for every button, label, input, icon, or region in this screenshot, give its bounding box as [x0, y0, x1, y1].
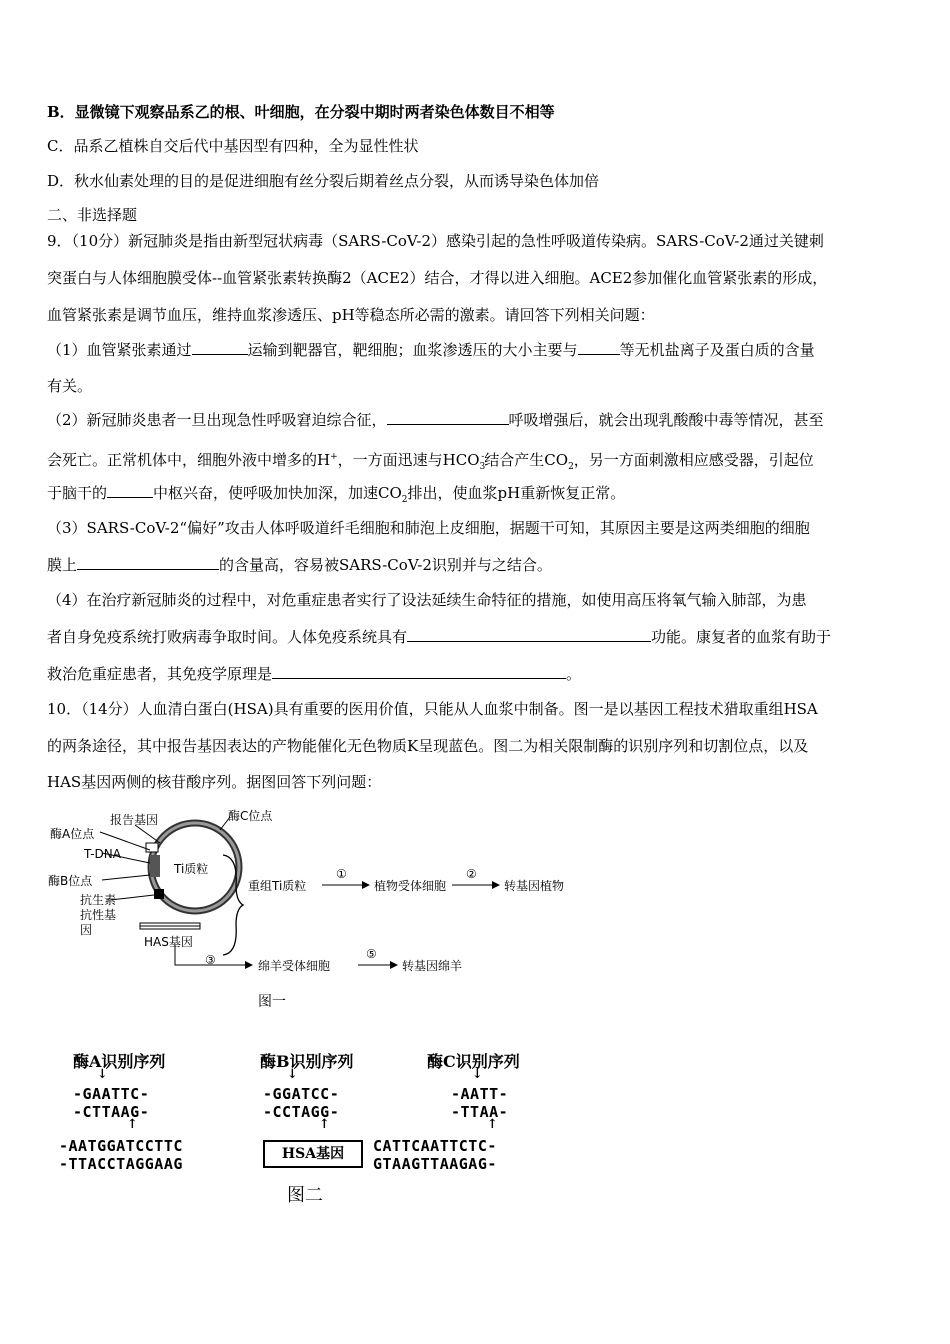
enzyme-b-seq-bottom: -CCTAGG- — [263, 1103, 340, 1121]
hsa-gene-box — [263, 1140, 363, 1168]
figure-1 — [40, 805, 580, 1015]
pointer-line — [102, 875, 150, 880]
answer-blank[interactable] — [407, 627, 651, 642]
q9-part1-cont: 有关。 — [47, 377, 93, 395]
q9-part2-line2: 会死亡。正常机体中，细胞外液中增多的H+，一方面迅速与$HCO_3^-$结合产生$CO_2$，另一方面刺激相应感受器，引起位 — [47, 451, 814, 472]
label-transgenic-sheep: 转基因绵羊 — [402, 959, 463, 973]
step-5: ⑤ — [366, 947, 377, 961]
down-arrow-icon: ↓ — [97, 1067, 108, 1082]
option-c: C．品系乙植株自交后代中基因型有四种，全为显性性状 — [47, 137, 419, 155]
label-transgenic-plant: 转基因植物 — [504, 879, 565, 893]
tdna-segment — [150, 855, 160, 877]
arrowhead — [362, 881, 370, 889]
right-flank-bottom: GTAAGTTAAGAG- — [373, 1155, 497, 1173]
q9-line1: 9．（10分）新冠肺炎是指由新型冠状病毒（SARS-CoV-2）感染引起的急性呼吸道传染病。SARS-CoV-2通过关键刺 — [47, 232, 824, 250]
report-gene-segment — [146, 843, 158, 852]
step-2: ② — [466, 867, 477, 881]
right-flank-top: CATTCAATTCTC- — [373, 1137, 497, 1155]
label-has-gene: HAS基因 — [144, 935, 193, 949]
figure-2-caption: 图二 — [287, 1185, 323, 1206]
up-arrow-icon: ↑ — [319, 1117, 330, 1132]
down-arrow-icon: ↓ — [287, 1067, 298, 1082]
answer-blank[interactable] — [107, 483, 153, 498]
label-report-gene: 报告基因 — [110, 813, 159, 827]
resistance-segment — [154, 889, 164, 899]
q9-line3: 血管紧张素是调节血压，维持血浆渗透压、pH等稳态所必需的激素。请回答下列相关问题： — [47, 306, 655, 324]
enzyme-a-seq-bottom: -CTTAAG- — [73, 1103, 150, 1121]
arrowhead — [245, 961, 253, 969]
q9-part2: （2）新冠肺炎患者一旦出现急性呼吸窘迫综合征， 呼吸增强后，就会出现乳酸酸中毒等情况，甚至 — [47, 411, 824, 429]
enzyme-c-seq-bottom: -TTAA- — [451, 1103, 509, 1121]
down-arrow-icon: ↓ — [472, 1067, 483, 1082]
label-plant-cell: 植物受体细胞 — [374, 879, 447, 893]
figure-1-drawing — [40, 805, 580, 1015]
q9-line2: 突蛋白与人体细胞膜受体--血管紧张素转换酶2（ACE2）结合，才得以进入细胞。ACE2参加催化血管紧张素的形成， — [47, 269, 828, 287]
arrowhead — [492, 881, 500, 889]
answer-blank[interactable] — [272, 664, 566, 679]
label-sheep-cell: 绵羊受体细胞 — [258, 959, 331, 973]
label-enzyme-c-site: 酶C位点 — [228, 809, 273, 823]
up-arrow-icon: ↑ — [127, 1117, 138, 1132]
q10-line2: 的两条途径，其中报告基因表达的产物能催化无色物质K呈现蓝色。图二为相关限制酶的识别序列和切割位点，以及 — [47, 737, 809, 755]
enzyme-a-title: 酶A识别序列 — [73, 1052, 166, 1071]
left-flank-bottom: -TTACCTAGGAAG — [59, 1155, 183, 1173]
label-recomb-plasmid: 重组Ti质粒 — [248, 879, 307, 893]
up-arrow-icon: ↑ — [487, 1117, 498, 1132]
figure-2 — [55, 1045, 585, 1205]
q10-line3: HAS基因两侧的核苷酸序列。据图回答下列问题： — [47, 773, 382, 791]
figure-1-caption: 图一 — [258, 994, 286, 1010]
q9-part4-line3: 救治危重症患者，其免疫学原理是 。 — [47, 665, 582, 683]
answer-blank[interactable] — [77, 555, 219, 570]
left-flank-top: -AATGGATCCTTC — [59, 1137, 183, 1155]
q10-line1: 10．（14分）人血清白蛋白(HSA)具有重要的医用价值，只能从人血浆中制备。图一是以基因工程技术猎取重组HSA — [47, 700, 818, 718]
section-title: 二、非选择题 — [47, 206, 138, 224]
enzyme-b-title: 酶B识别序列 — [260, 1052, 354, 1071]
label-enzyme-a-site: 酶A位点 — [50, 827, 95, 841]
enzyme-c-title: 酶C识别序列 — [427, 1052, 520, 1071]
answer-blank[interactable] — [578, 340, 620, 355]
enzyme-b-seq-top: -GGATCC- — [263, 1085, 340, 1103]
answer-blank[interactable] — [387, 410, 509, 425]
enzyme-c-seq-top: -AATT- — [451, 1085, 509, 1103]
q9-part1: （1）血管紧张素通过 运输到靶器官，靶细胞；血浆渗透压的大小主要与 等无机盐离子及蛋白质的含量 — [47, 341, 815, 359]
option-b: B．显微镜下观察品系乙的根、叶细胞，在分裂中期时两者染色体数目不相等 — [47, 103, 555, 121]
q9-part3: （3）SARS-CoV-2“偏好”攻击人体呼吸道纤毛细胞和肺泡上皮细胞，据题干可知，其原因主要是这两类细胞的细胞 — [47, 519, 810, 537]
enzyme-a-seq-top: -GAATTC- — [73, 1085, 150, 1103]
step-3: ③ — [205, 953, 216, 967]
label-tdna: T-DNA — [84, 847, 121, 861]
label-plasmid: Ti质粒 — [174, 862, 209, 876]
q9-part2-line3: 于脑干的 中枢兴奋，使呼吸加快加深，加速$CO_2$排出，使血浆pH重新恢复正常。 — [47, 484, 626, 505]
q9-part3-line2: 膜上 的含量高，容易被SARS-CoV-2识别并与之结合。 — [47, 556, 552, 574]
arrowhead — [390, 961, 398, 969]
label-enzyme-b-site: 酶B位点 — [48, 874, 93, 888]
hsa-gene-label: HSA基因 — [281, 1146, 345, 1162]
step-1: ① — [336, 867, 347, 881]
option-d: D．秋水仙素处理的目的是促进细胞有丝分裂后期着丝点分裂，从而诱导染色体加倍 — [47, 172, 600, 190]
q9-part4: （4）在治疗新冠肺炎的过程中，对危重症患者实行了设法延续生命特征的措施，如使用高压将氧气输入肺部，为患 — [47, 591, 807, 609]
label-resistance-gene: 抗生素抗性基因 — [80, 893, 117, 937]
q9-part4-line2: 者自身免疫系统打败病毒争取时间。人体免疫系统具有 功能。康复者的血浆有助于 — [47, 628, 832, 646]
answer-blank[interactable] — [192, 340, 248, 355]
